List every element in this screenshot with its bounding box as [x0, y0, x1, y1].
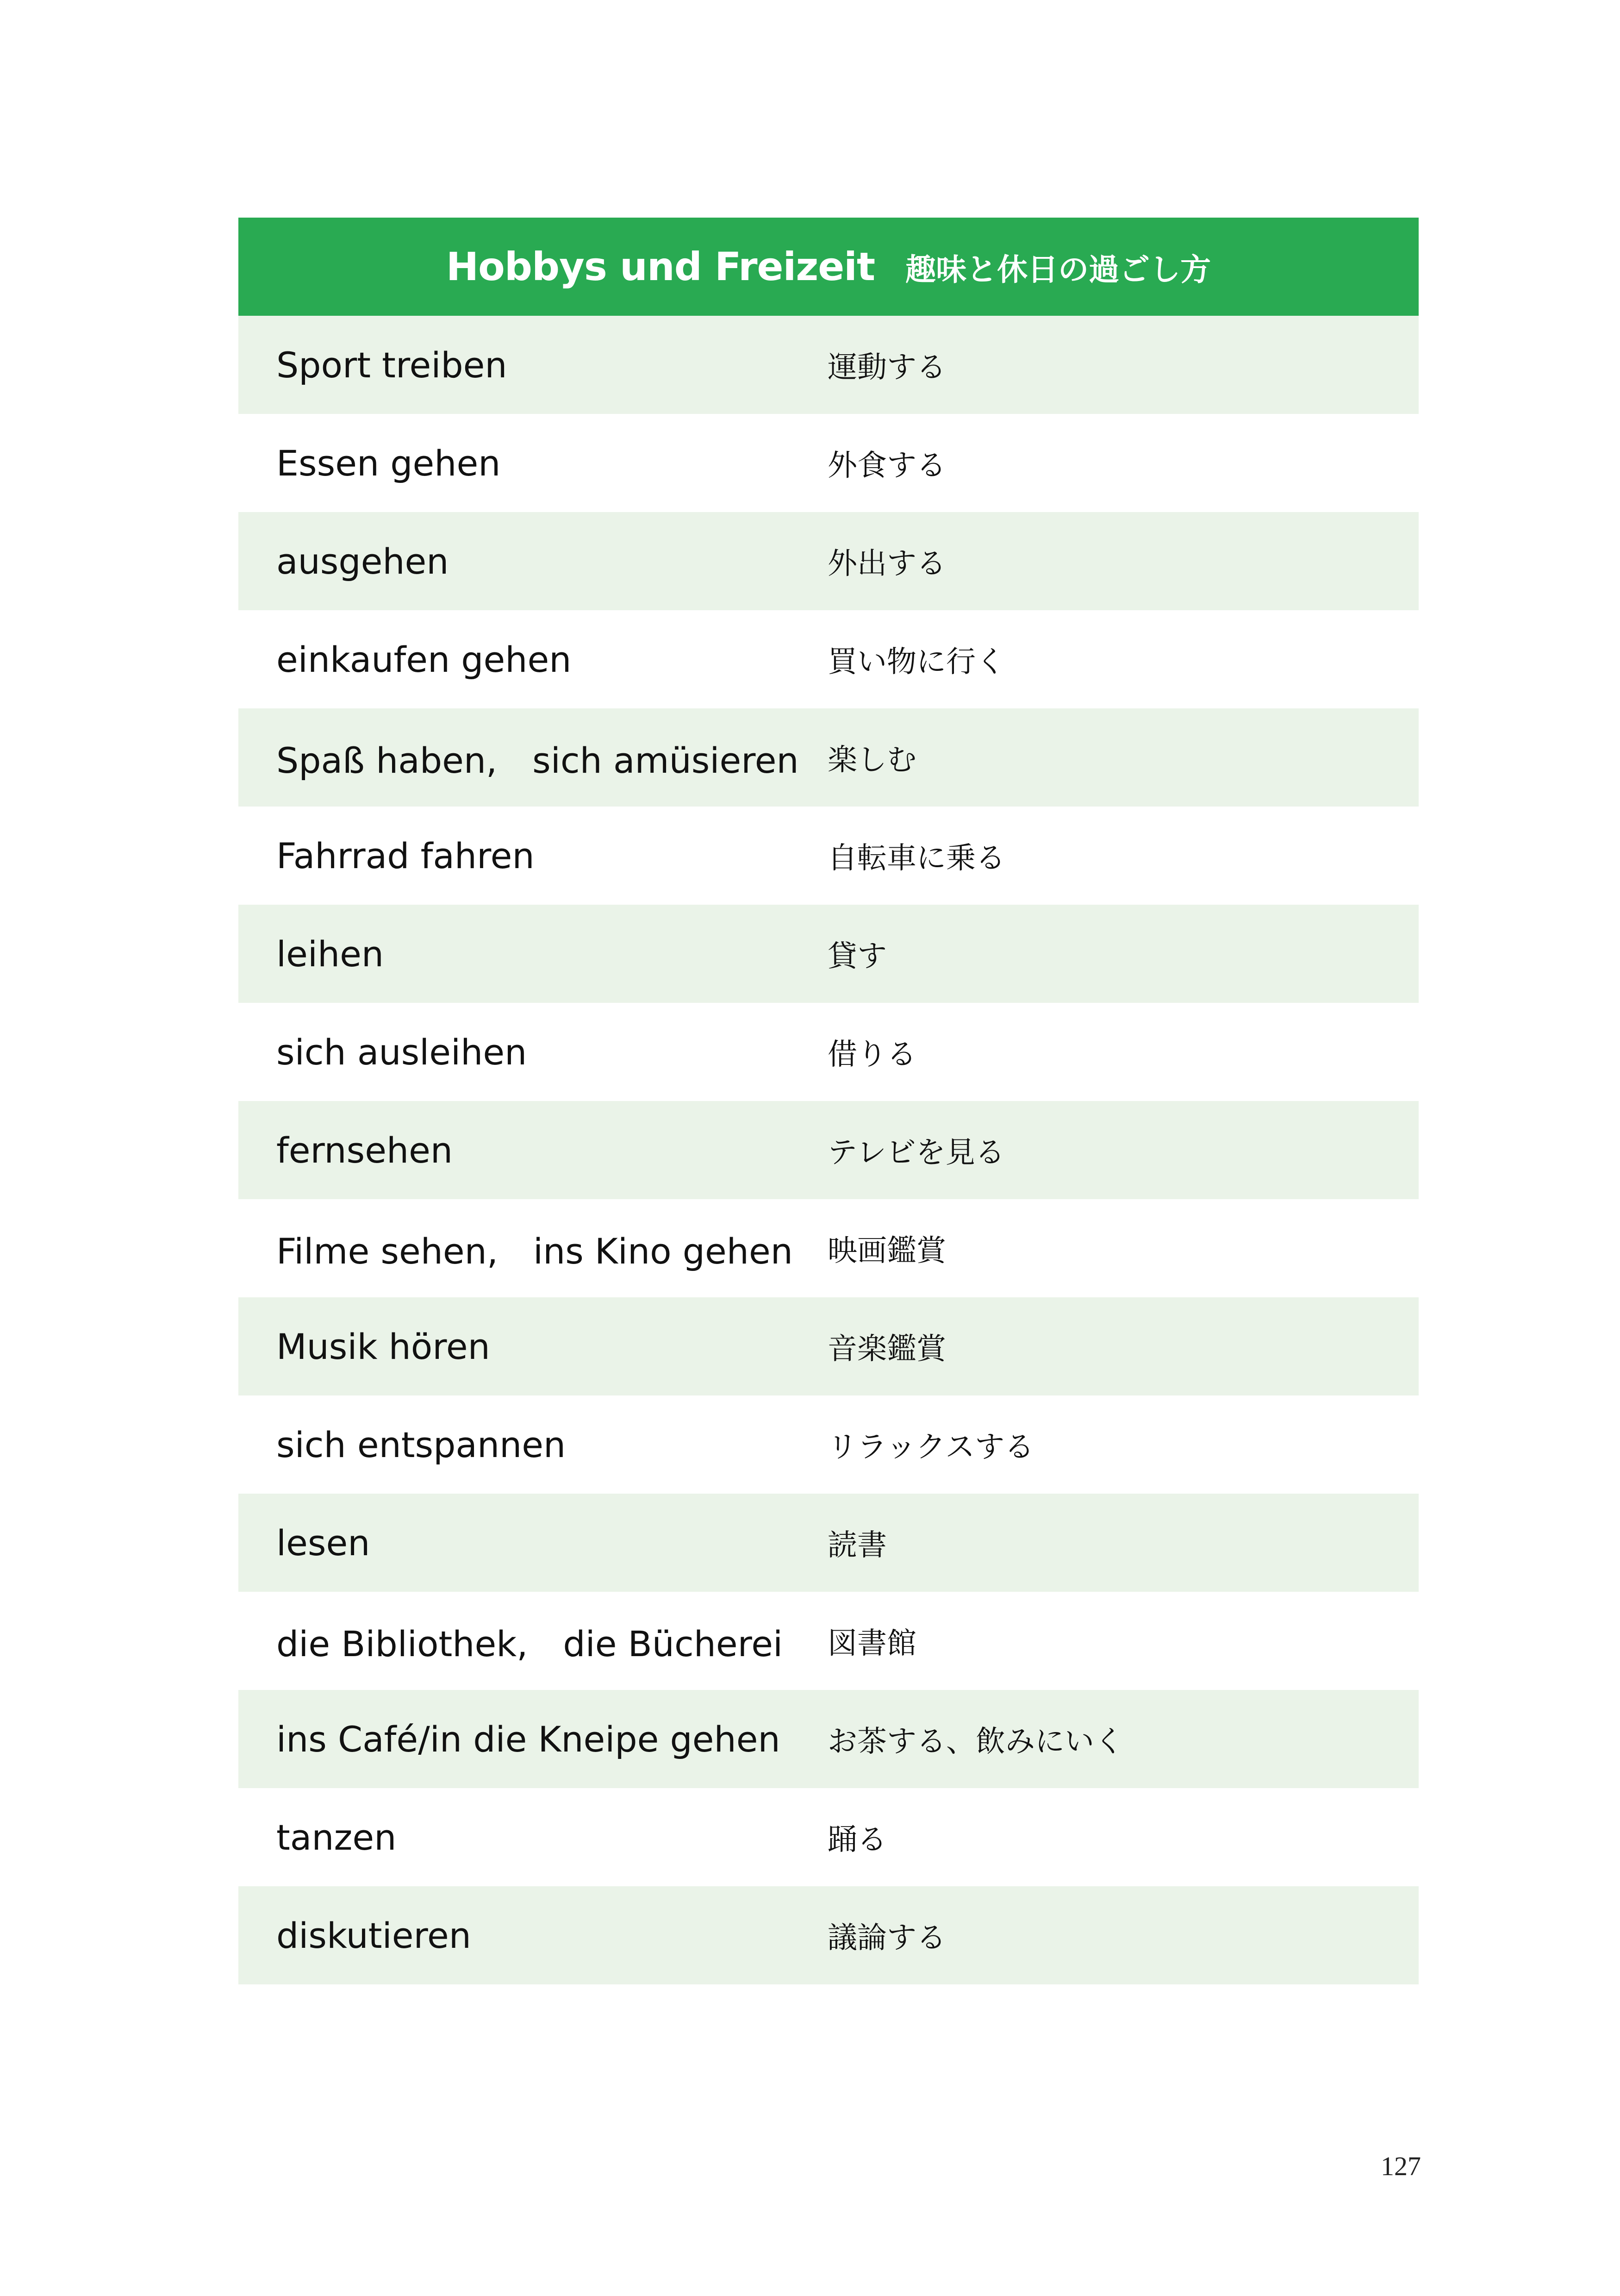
german-term: sich entspannen [276, 1424, 566, 1465]
japanese-translation: 図書館 [828, 1627, 916, 1661]
japanese-translation: 踊る [828, 1823, 887, 1857]
table-row [238, 1395, 1419, 1494]
japanese-translation: 読書 [828, 1528, 887, 1563]
table-row [238, 807, 1419, 905]
table-row [238, 316, 1419, 414]
table-row [238, 414, 1419, 512]
japanese-translation: 映画鑑賞 [828, 1234, 946, 1268]
table-row [238, 1297, 1419, 1395]
german-term: diskutieren [276, 1914, 471, 1956]
vocabulary-table [238, 218, 1419, 1984]
german-term: ins Café/in die Kneipe gehen [276, 1718, 780, 1760]
table-row [238, 512, 1419, 610]
japanese-translation: テレビを見る [828, 1136, 1005, 1170]
japanese-translation: 自転車に乗る [828, 841, 1005, 876]
german-term: leihen [276, 933, 384, 975]
table-row [238, 1494, 1419, 1592]
german-term: ausgehen [276, 540, 449, 582]
japanese-translation: 貸す [828, 939, 887, 974]
japanese-translation: お茶する、飲みにいく [828, 1725, 1124, 1759]
table-row [238, 610, 1419, 708]
table-row [238, 1592, 1419, 1690]
german-term: lesen [276, 1522, 370, 1564]
german-term: einkaufen gehen [276, 638, 572, 680]
german-term: fernsehen [276, 1129, 453, 1171]
table-row [238, 1003, 1419, 1101]
page-number: 127 [1381, 2151, 1421, 2181]
table-row [238, 1199, 1419, 1297]
german-term: Spaß haben, sich amüsieren [276, 739, 799, 781]
german-term: sich ausleihen [276, 1031, 527, 1073]
header-title-german: Hobbys und Freizeit [446, 244, 875, 289]
japanese-translation: 買い物に行く [828, 645, 1005, 679]
japanese-translation: 楽しむ [828, 743, 916, 777]
german-term: Fahrrad fahren [276, 835, 535, 876]
header-title-japanese: 趣味と休日の過ごし方 [905, 251, 1211, 288]
japanese-translation: 運動する [828, 350, 946, 385]
table-row [238, 1690, 1419, 1788]
japanese-translation: リラックスする [828, 1430, 1034, 1464]
japanese-translation: 音楽鑑賞 [828, 1332, 946, 1366]
table-header [238, 218, 1419, 316]
japanese-translation: 外出する [828, 547, 946, 581]
german-term: Filme sehen, ins Kino gehen [276, 1230, 793, 1272]
table-row [238, 905, 1419, 1003]
japanese-translation: 議論する [828, 1921, 946, 1955]
german-term: Essen gehen [276, 442, 501, 484]
table-row [238, 708, 1419, 807]
table-row [238, 1101, 1419, 1199]
german-term: die Bibliothek, die Bücherei [276, 1623, 783, 1664]
japanese-translation: 外食する [828, 449, 946, 483]
japanese-translation: 借りる [828, 1038, 916, 1072]
german-term: Sport treiben [276, 344, 507, 386]
table-row [238, 1886, 1419, 1984]
table-row [238, 1788, 1419, 1886]
german-term: tanzen [276, 1816, 397, 1858]
german-term: Musik hören [276, 1326, 490, 1367]
